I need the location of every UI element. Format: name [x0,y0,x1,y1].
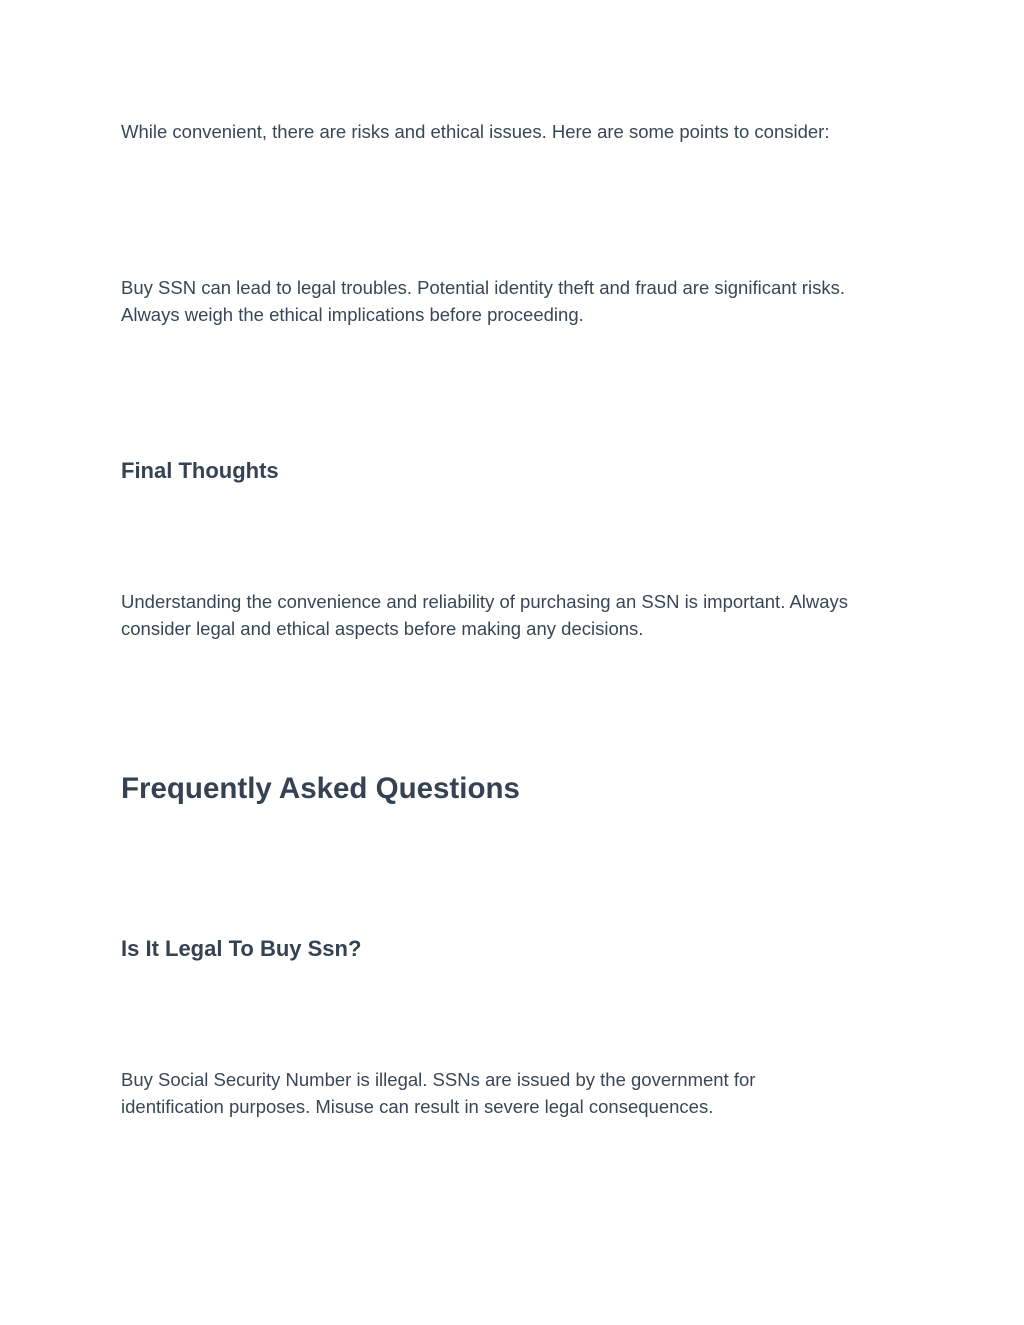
legal-troubles-paragraph: Buy SSN can lead to legal troubles. Potential identity theft and fraud are significant risks. Always weigh the ethical implications before proceeding. [121,277,845,325]
final-thoughts-paragraph: Understanding the convenience and reliability of purchasing an SSN is important. Always consider legal and ethical aspects before making any decisions. [121,591,849,639]
final-thoughts-heading: Final Thoughts [121,458,279,483]
risks-intro-paragraph: While convenient, there are risks and ethical issues. Here are some points to consider: [121,121,830,142]
faq-answer-legal-paragraph: Buy Social Security Number is illegal. SSNs are issued by the government for identification purposes. Misuse can result in severe legal consequences. [121,1069,756,1117]
faq-heading: Frequently Asked Questions [121,772,520,805]
faq-question-legal-heading: Is It Legal To Buy Ssn? [121,936,362,961]
